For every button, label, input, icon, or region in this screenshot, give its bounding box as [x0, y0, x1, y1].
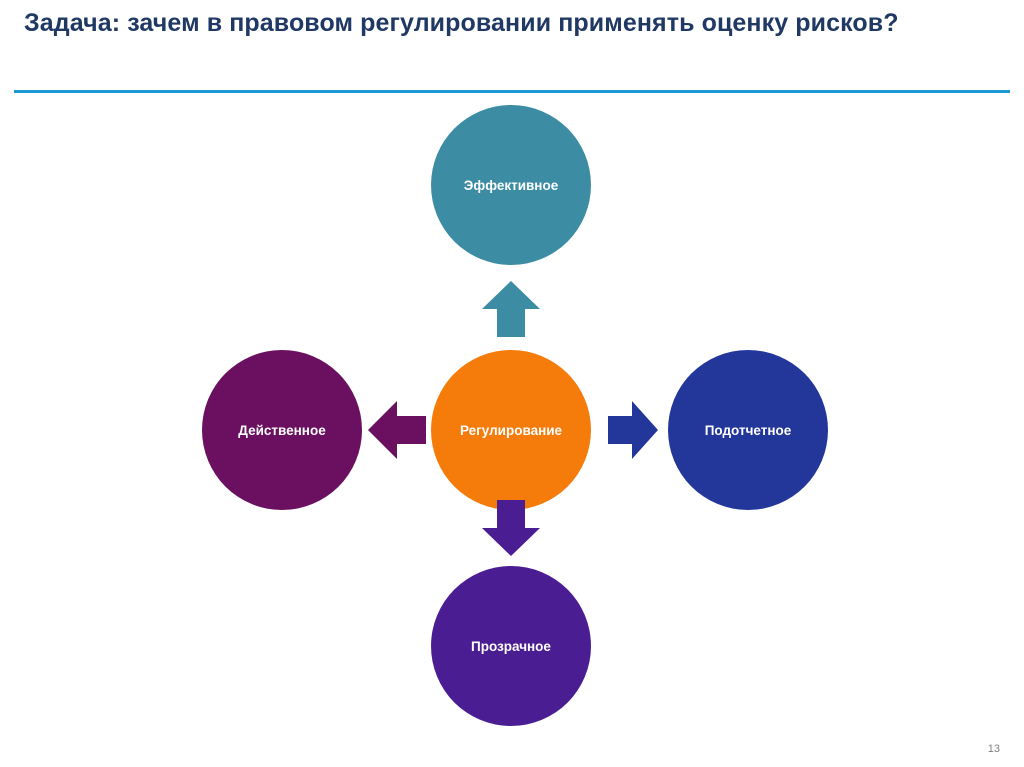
arrow-left-icon: [368, 401, 426, 459]
diagram-node-regulation: [431, 350, 591, 510]
diagram-node-effective-label: Эффективное: [463, 177, 559, 193]
diagram-node-efficacious: [202, 350, 362, 510]
diagram-node-transparent-label: Прозрачное: [471, 638, 551, 654]
diagram-canvas: [0, 96, 1024, 736]
arrow-down-icon: [482, 500, 540, 556]
diagram-node-accountable: [668, 350, 828, 510]
diagram-node-accountable-label: Подотчетное: [704, 422, 792, 438]
page-number: 13: [987, 743, 1000, 755]
diagram-node-efficacious-label: Действенное: [238, 422, 326, 438]
page-title: [0, 0, 1024, 45]
arrow-right-icon: [608, 401, 658, 459]
diagram-node-regulation-label: Регулирование: [459, 422, 563, 438]
arrow-up-icon: [482, 281, 540, 337]
diagram-node-transparent: [431, 566, 591, 726]
page-title-text: Задача: зачем в правовом регулировании применять оценку рисков?: [24, 9, 899, 37]
diagram-node-effective: [431, 105, 591, 265]
title-divider: [14, 90, 1010, 93]
